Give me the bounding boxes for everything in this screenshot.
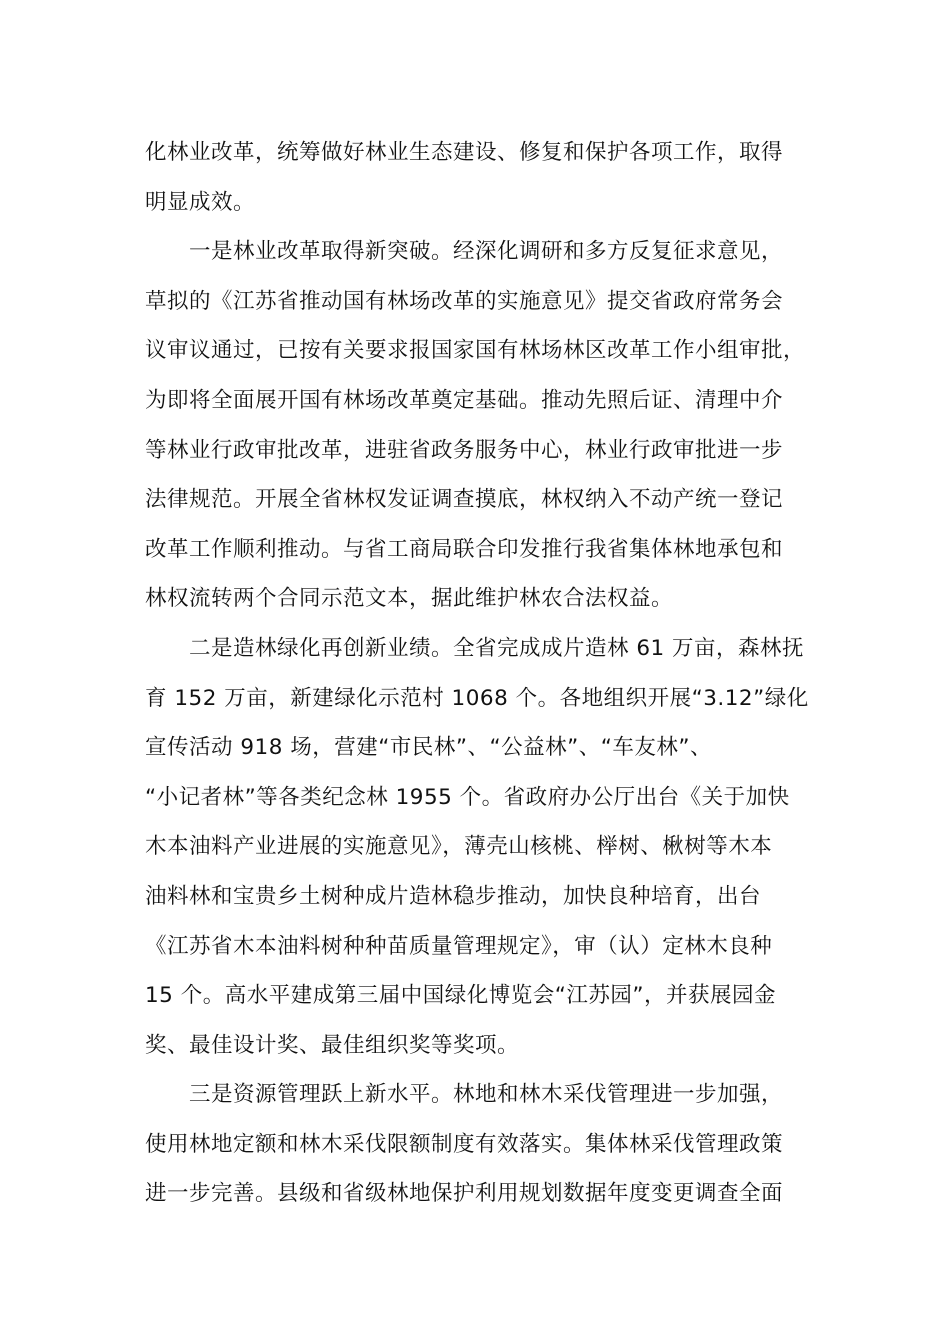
text-line: 进一步完善。县级和省级林地保护利用规划数据年度变更调查全面 <box>145 1181 784 1207</box>
paragraph-start-line: 三是资源管理跃上新水平。林地和林木采伐管理进一步加强， <box>189 1082 784 1108</box>
text-line: 明显成效。 <box>145 189 256 215</box>
text-line: 林权流转两个合同示范文本，据此维护林农合法权益。 <box>145 586 674 612</box>
text-line: “小记者林”等各类纪念林 1955 个。省政府办公厅出台《关于加快 <box>145 784 790 810</box>
text-line: 《江苏省木本油料树种种苗质量管理规定》，审（认）定林木良种 <box>145 933 773 959</box>
paragraph-start-line: 一是林业改革取得新突破。经深化调研和多方反复征求意见， <box>189 239 784 265</box>
text-line: 15 个。高水平建成第三届中国绿化博览会“江苏园”，并获展园金 <box>145 983 776 1009</box>
text-line: 化林业改革，统筹做好林业生态建设、修复和保护各项工作，取得 <box>145 140 784 165</box>
text-line: 为即将全面展开国有林场改革奠定基础。推动先照后证、清理中介 <box>145 387 784 413</box>
document-body <box>145 128 810 1219</box>
paragraph-start-line: 二是造林绿化再创新业绩。全省完成成片造林 61 万亩，森林抚 <box>189 635 805 661</box>
text-line: 油料林和宝贵乡土树种成片造林稳步推动，加快良种培育，出台 <box>145 883 762 909</box>
text-line: 改革工作顺利推动。与省工商局联合印发推行我省集体林地承包和 <box>145 536 784 562</box>
text-line: 使用林地定额和林木采伐限额制度有效落实。集体林采伐管理政策 <box>145 1131 784 1157</box>
text-line: 法律规范。开展全省林权发证调查摸底，林权纳入不动产统一登记 <box>145 487 784 513</box>
text-line: 草拟的《江苏省推动国有林场改革的实施意见》提交省政府常务会 <box>145 288 784 314</box>
text-line: 议审议通过，已按有关要求报国家国有林场林区改革工作小组审批， <box>145 338 806 364</box>
text-line: 奖、最佳设计奖、最佳组织奖等奖项。 <box>145 1032 520 1058</box>
text-line: 育 152 万亩，新建绿化示范村 1068 个。各地组织开展“3.12”绿化 <box>145 685 809 711</box>
text-line: 宣传活动 918 场，营建“市民林”、“公益林”、“车友林”、 <box>145 735 713 761</box>
text-line: 木本油料产业进展的实施意见》，薄壳山核桃、榉树、楸树等木本 <box>145 834 773 860</box>
text-line: 等林业行政审批改革，进驻省政务服务中心，林业行政审批进一步 <box>145 437 784 463</box>
